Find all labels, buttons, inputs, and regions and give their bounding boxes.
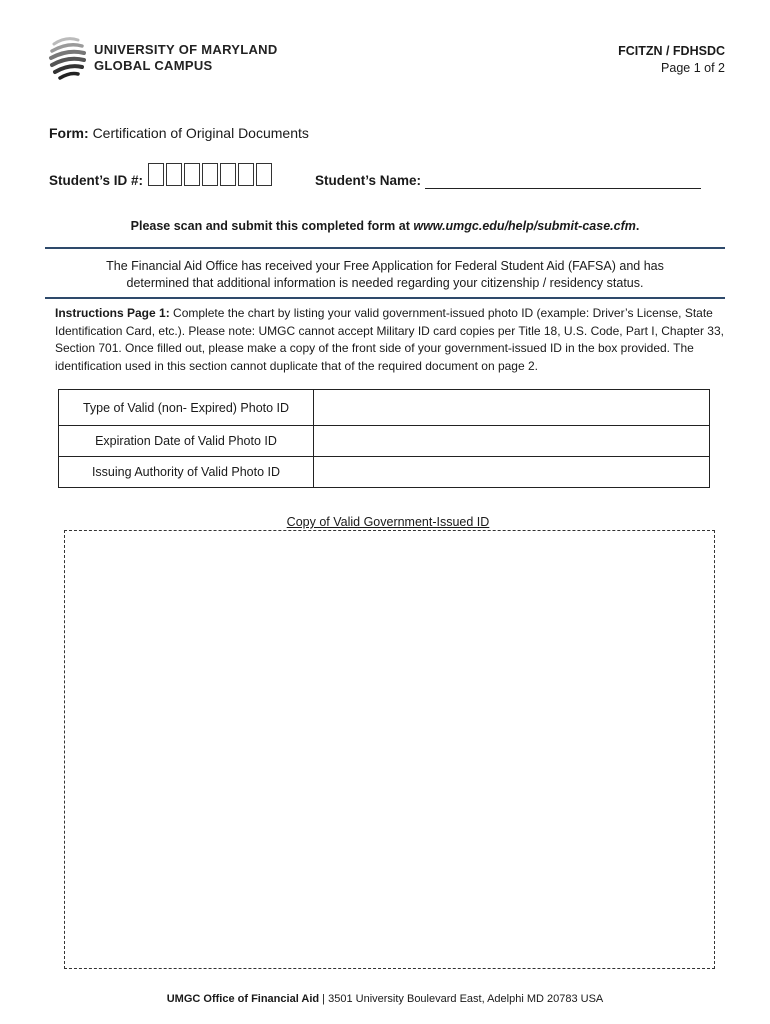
- photo-id-type-input[interactable]: [314, 390, 710, 426]
- id-copy-label: Copy of Valid Government-Issued ID: [286, 515, 490, 529]
- footer-separator: |: [319, 993, 329, 1005]
- student-id-digit-box[interactable]: [184, 163, 200, 186]
- logo-university-name: UNIVERSITY OF MARYLAND: [94, 42, 278, 57]
- student-name-label: Student’s Name:: [315, 173, 422, 188]
- table-row: [59, 457, 710, 488]
- table-row: [59, 390, 710, 426]
- divider-bottom: [45, 297, 725, 299]
- umgc-logo: [48, 36, 288, 82]
- issuing-authority-input[interactable]: [314, 457, 710, 488]
- intro-text: [60, 258, 710, 292]
- student-name-field[interactable]: [425, 188, 701, 189]
- submission-instruction-suffix: .: [635, 219, 640, 233]
- student-id-digit-box[interactable]: [256, 163, 272, 186]
- photo-id-table: [58, 389, 710, 488]
- student-id-label: Student’s ID #:: [49, 173, 144, 188]
- table-row: [59, 426, 710, 457]
- expiration-date-input[interactable]: [314, 426, 710, 457]
- form-title-text: Certification of Original Documents: [92, 125, 309, 141]
- document-code: FCITZN / FDHSDC: [618, 44, 725, 58]
- expiration-date-label: Expiration Date of Valid Photo ID: [59, 426, 314, 457]
- divider-top: [45, 247, 725, 249]
- footer-office: UMGC Office of Financial Aid: [166, 993, 320, 1005]
- submission-url-link[interactable]: www.umgc.edu/help/submit-case.cfm: [413, 219, 636, 233]
- photo-id-type-label: Type of Valid (non- Expired) Photo ID: [59, 390, 314, 426]
- student-id-boxes: [148, 163, 274, 186]
- submission-instruction-prefix: Please scan and submit this completed form at: [130, 219, 414, 233]
- intro-line-2: determined that additional information is needed regarding your citizenship / residency status.: [126, 276, 644, 290]
- instructions-paragraph: [55, 305, 725, 375]
- student-id-digit-box[interactable]: [202, 163, 218, 186]
- id-copy-area[interactable]: [64, 530, 715, 969]
- student-id-digit-box[interactable]: [220, 163, 236, 186]
- form-title: [49, 125, 309, 141]
- student-id-digit-box[interactable]: [166, 163, 182, 186]
- page-number: Page 1 of 2: [661, 61, 725, 75]
- submission-instruction: [0, 219, 770, 233]
- form-title-label: Form:: [49, 125, 89, 141]
- logo-campus-name: GLOBAL CAMPUS: [94, 58, 213, 73]
- instructions-text: Complete the chart by listing your valid government-issued photo ID (example: Driver’s License, State Identification Card, etc.). Please note: UMGC cannot accept Military ID card copies per Title 18, U.S. Code, Part I, Chapter 33, Section 701. Once filled out, please make a copy of the front side of your government-issued ID in the box provided. The identification used in this section cannot duplicate that of the required document on page 2.: [55, 306, 724, 373]
- footer-address: 3501 University Boulevard East, Adelphi MD 20783 USA: [328, 993, 604, 1005]
- umgc-swirl-logo-icon: [48, 36, 88, 82]
- issuing-authority-label: Issuing Authority of Valid Photo ID: [59, 457, 314, 488]
- student-id-digit-box[interactable]: [148, 163, 164, 186]
- intro-line-1: The Financial Aid Office has received your Free Application for Federal Student Aid (FAFSA) and has: [106, 259, 664, 273]
- footer: [0, 993, 770, 1005]
- instructions-label: Instructions Page 1:: [55, 306, 170, 320]
- student-id-digit-box[interactable]: [238, 163, 254, 186]
